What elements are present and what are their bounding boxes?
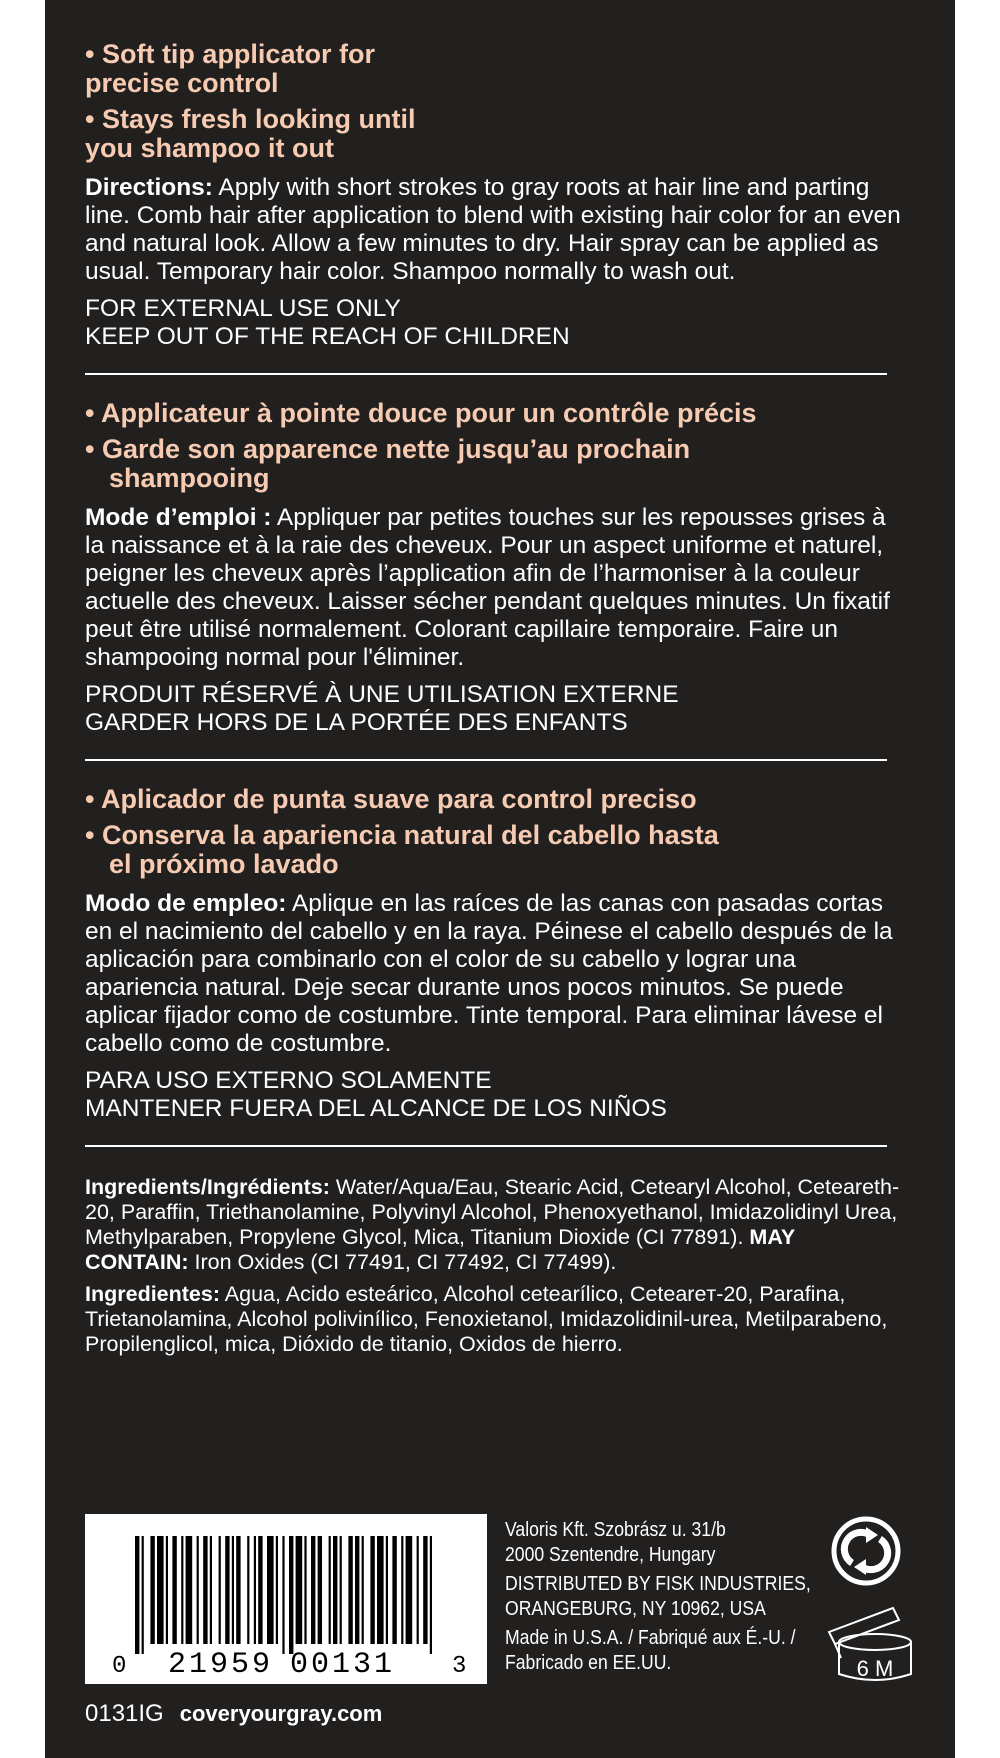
may-contain-label: MAY CONTAIN: — [85, 1225, 795, 1274]
es-warning-2: MANTENER FUERA DEL ALCANCE DE LOS NIÑOS — [85, 1095, 667, 1122]
barcode-bar — [186, 1536, 193, 1644]
fr-bullet-1-text: • Applicateur à pointe douce pour un contrôle précis — [85, 398, 757, 428]
es-warning-1: PARA USO EXTERNO SOLAMENTE — [85, 1067, 492, 1094]
barcode-bar — [282, 1536, 284, 1654]
barcode-bar — [348, 1536, 352, 1644]
barcode-bar — [258, 1536, 262, 1644]
en-warning-2: KEEP OUT OF THE REACH OF CHILDREN — [85, 323, 570, 350]
website-link[interactable]: coveryourgray.com — [179, 1701, 383, 1726]
barcode-bar — [267, 1536, 274, 1644]
barcode-bar — [401, 1536, 403, 1644]
ingredients-en-fr-label: Ingredients/Ingrédients: — [85, 1175, 330, 1199]
barcode-bar — [318, 1536, 322, 1644]
ingredients-es — [85, 1282, 903, 1357]
fr-warning-2: GARDER HORS DE LA PORTÉE DES ENFANTS — [85, 709, 628, 736]
address-line-4: ORANGEBURG, NY 10962, USA — [505, 1598, 766, 1620]
address-line-2: 2000 Szentendre, Hungary — [505, 1544, 716, 1566]
en-bullet-2 — [85, 105, 903, 163]
en-bullet-2-line-2: you shampoo it out — [85, 133, 334, 163]
label-panel — [45, 0, 955, 1758]
open-jar-icon — [825, 1602, 925, 1684]
barcode-bar — [135, 1536, 139, 1654]
es-bullet-2-line-1: • Conserva la apariencia natural del cabello hasta — [85, 820, 719, 850]
fr-warnings — [85, 681, 903, 737]
es-directions — [85, 890, 903, 1058]
barcode-bar — [166, 1536, 168, 1644]
label-content — [85, 40, 903, 1357]
address-line-1: Valoris Kft. Szobrász u. 31/b — [505, 1519, 726, 1541]
ingredients-en-fr — [85, 1175, 903, 1275]
barcode-bar — [289, 1536, 293, 1654]
en-directions — [85, 174, 903, 286]
fr-directions — [85, 504, 903, 672]
barcode-bar — [236, 1536, 240, 1644]
manufacturer-address — [505, 1518, 811, 1676]
es-bullet-2-line-2: el próximo lavado — [109, 849, 339, 879]
fr-warning-1: PRODUIT RÉSERVÉ À UNE UTILISATION EXTERNE — [85, 681, 679, 708]
fr-directions-text: Appliquer par petites touches sur les repousses grises à la naissance et à la raie des cheveux. Pour un aspect uniforme et naturel, peigner les cheveux après l’application afin de l’harmoniser à la couleur actuelle des cheveux. Laisser sécher pendant quelques minutes. Un fixatif peut être utilisé normalement. Colorant capillaire temporaire. Faire un shampooing normal pour l'éliminer. — [85, 504, 890, 671]
address-line-6: Fabricado en EE.UU. — [505, 1652, 672, 1674]
barcode-bar — [181, 1536, 183, 1644]
en-bullet-1-line-1: • Soft tip applicator for — [85, 39, 375, 69]
barcode-bar — [172, 1536, 176, 1644]
barcode-bar — [340, 1536, 342, 1644]
barcode-bar — [304, 1536, 306, 1644]
barcode — [85, 1514, 487, 1684]
barcode-bar — [333, 1536, 337, 1644]
en-bullet-2-line-1: • Stays fresh looking until — [85, 104, 416, 134]
es-warnings — [85, 1067, 903, 1123]
fr-bullet-2-line-2: shampooing — [109, 463, 270, 493]
fr-bullet-1 — [85, 399, 903, 428]
barcode-bar — [296, 1536, 303, 1644]
address-line-3: DISTRIBUTED BY FISK INDUSTRIES, — [505, 1573, 811, 1595]
en-warnings — [85, 295, 903, 351]
barcode-bar — [362, 1536, 364, 1644]
ingredients-en-fr-text: Water/Aqua/Eau, Stearic Acid, Cetearyl Alcohol, Ceteareth-20, Paraffin, Triethanolamine, Polyvinyl Alcohol, Phenoxyethanol, Imidazolidinyl Urea, Methylparaben, Propylene Glycol, Mica, Titanium Dioxide (CI 77891). — [85, 1175, 900, 1249]
fr-directions-label: Mode d’emploi : — [85, 504, 272, 531]
en-directions-text: Apply with short strokes to gray roots at hair line and parting line. Comb hair after application to blend with existing hair color for an even and natural look. Allow a few minutes to dry. Hair spray can be applied as usual. Temporary hair color. Shampoo normally to wash out. — [85, 174, 901, 285]
barcode-bar — [203, 1536, 207, 1644]
barcode-digit-left: 0 — [112, 1653, 127, 1680]
barcode-digit-right: 3 — [452, 1653, 467, 1680]
barcode-graphic — [85, 1514, 487, 1684]
barcode-bar — [219, 1536, 221, 1644]
barcode-bar — [423, 1536, 427, 1644]
fr-bullet-2 — [85, 435, 903, 493]
barcode-bar — [247, 1536, 249, 1644]
barcode-bar — [311, 1536, 315, 1644]
es-bullet-1-text: • Aplicador de punta suave para control preciso — [85, 784, 697, 814]
fr-bullet-2-line-1: • Garde son apparence nette jusqu’au prochain — [85, 434, 691, 464]
pao-label: 6 M — [856, 1656, 894, 1681]
address-line-5: Made in U.S.A. / Fabriqué aux É.-U. / — [505, 1627, 796, 1649]
footer — [85, 1700, 382, 1728]
ingredients-es-label: Ingredientes: — [85, 1282, 220, 1306]
es-bullet-1 — [85, 785, 903, 814]
barcode-bar — [150, 1536, 154, 1644]
barcode-bar — [254, 1536, 256, 1644]
ingredients-es-text: Agua, Acido esteárico, Alcohol cetearílico, Ceteareт-20, Parafina, Trietanolamina, Alcohol polivinílico, Fenoxietanol, Imidazolidinil-urea, Metilparabeno, Propilenglicol, mica, Dióxido de titanio, Oxidos de hierro. — [85, 1282, 888, 1356]
barcode-bar — [370, 1536, 374, 1644]
may-contain-text: Iron Oxides (CI 77491, CI 77492, CI 77499). — [188, 1250, 617, 1274]
barcode-bar — [232, 1536, 234, 1644]
barcode-bar — [392, 1536, 396, 1644]
barcode-bar — [355, 1536, 359, 1644]
es-bullet-2 — [85, 821, 903, 879]
barcode-bar — [386, 1536, 388, 1644]
divider-3 — [85, 1145, 887, 1147]
barcode-bar — [197, 1536, 199, 1644]
barcode-bar — [417, 1536, 419, 1644]
barcode-bar — [210, 1536, 212, 1644]
green-dot-recycle-icon — [830, 1515, 902, 1587]
barcode-bars — [135, 1536, 432, 1654]
en-bullet-1-line-2: precise control — [85, 68, 279, 98]
product-code: 0131IG — [85, 1700, 164, 1727]
en-warning-1: FOR EXTERNAL USE ONLY — [85, 295, 401, 322]
barcode-bar — [157, 1536, 164, 1644]
barcode-bar — [276, 1536, 278, 1644]
barcode-bar — [430, 1536, 432, 1654]
divider-1 — [85, 373, 887, 375]
barcode-bar — [377, 1536, 384, 1644]
barcode-bar — [142, 1536, 144, 1654]
barcode-bar — [406, 1536, 413, 1644]
barcode-bar — [329, 1536, 331, 1644]
barcode-digits-group-1: 21959 — [168, 1648, 274, 1682]
es-directions-label: Modo de empleo: — [85, 890, 287, 917]
barcode-digits-group-2: 00131 — [290, 1648, 396, 1682]
en-bullet-1 — [85, 40, 903, 98]
es-directions-text: Aplique en las raíces de las canas con pasadas cortas en el nacimiento del cabello y en la raya. Péinese el cabello después de la aplicación para combinarlo con el color de su cabello y lograr una apariencia natural. Deje secar durante unos pocos minutos. Se puede aplicar fijador como de costumbre. Tinte temporal. Para eliminar lávese el cabello como de costumbre. — [85, 890, 893, 1057]
divider-2 — [85, 759, 887, 761]
en-directions-label: Directions: — [85, 174, 213, 201]
barcode-bar — [225, 1536, 229, 1644]
